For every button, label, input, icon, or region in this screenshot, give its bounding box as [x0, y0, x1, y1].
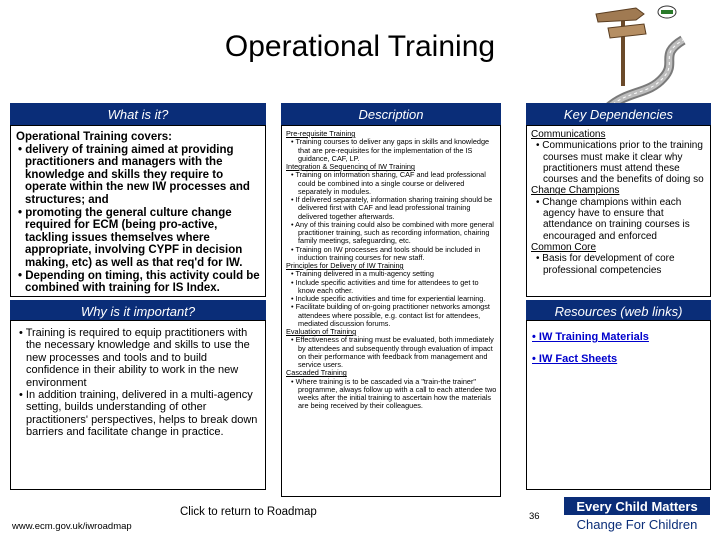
dependencies-box: [526, 125, 711, 297]
desc-item: • Include specific activities and time for attendees to get to know each other.: [291, 277, 479, 295]
what-heading: What is it?: [10, 103, 266, 125]
dependencies-heading: Key Dependencies: [526, 103, 711, 125]
signpost-road-icon: [588, 0, 698, 110]
desc-section-title: Pre-requisite Training: [286, 129, 356, 138]
desc-section-title: Integration & Sequencing of IW Training: [286, 162, 415, 171]
desc-section-title: Principles for Delivery of IW Training: [286, 261, 404, 270]
why-heading: Why is it important?: [10, 300, 266, 322]
what-item: • promoting the general culture change required for ECM (being pro-active, tackling issues themselves where appropriate, involving CYPF in decision making, etc) as well as that req'd for IW.: [18, 206, 243, 269]
resources-box: [526, 320, 711, 490]
dep-item: • Communications prior to the training courses must make it clear why practitioners must attend these courses and the benefits of doing so: [536, 140, 704, 186]
why-item: • Training is required to equip practitioners with the necessary knowledge and skills to use the new processes and tools and to build confidence in their ability to work in the new environment: [19, 327, 250, 389]
dep-section-title: Common Core: [531, 241, 597, 253]
resources-heading: Resources (web links): [526, 300, 711, 322]
desc-item: • Where training is to be cascaded via a "train-the trainer" programme, always follow up with a call to each attendee two weeks after the initial training to ascertain how the materials are being received by their colleagues.: [291, 376, 497, 411]
why-item: • In addition training, delivered in a multi-agency setting, builds understanding of other practitioners' perspectives, helps to break down barriers and facilitate change in practice.: [19, 389, 258, 439]
dep-item: • Change champions within each agency have to ensure that attendance on training courses is encouraged and enforced: [536, 196, 690, 242]
logo-top-text: Every Child Matters: [564, 497, 710, 515]
dep-section-title: Change Champions: [531, 185, 620, 197]
what-item: • delivery of training aimed at providing practitioners and managers with the knowledge and skills they require to operate within the new IW processes and structures; and: [18, 143, 250, 206]
return-to-roadmap-link[interactable]: Click to return to Roadmap: [180, 506, 317, 518]
ecm-logo: [564, 497, 710, 533]
desc-item: • Effectiveness of training must be evaluated, both immediately by attendees and subsequently through evaluation of impact on their performance with feedback from management and service users.: [291, 335, 494, 369]
page-title: Operational Training: [224, 30, 496, 63]
what-item: • Depending on timing, this activity could be combined with training for IS Index.: [18, 269, 260, 295]
desc-item: • Facilitate building of on-going practitioner networks amongst attendees where possible, e.g. contact list for attendees, mediated discussion forums.: [291, 302, 490, 328]
description-heading: Description: [281, 103, 501, 125]
desc-item: • Include specific activities and time for experiential learning.: [291, 294, 486, 303]
desc-section-title: Evaluation of Training: [286, 327, 357, 336]
what-intro: Operational Training covers:: [16, 131, 172, 143]
desc-item: • Any of this training could also be combined with more general practitioner training, such as recording information, chairing family meetings, safeguarding, etc.: [291, 219, 494, 246]
dep-section-title: Communications: [531, 129, 606, 140]
dep-item: • Basis for development of core professional competencies: [536, 253, 675, 276]
desc-item: • Training courses to deliver any gaps in skills and knowledge that are pre-requisites for the implementation of the IS guidance, CAF, LP.: [291, 137, 490, 163]
iw-fact-sheets-link[interactable]: • IW Fact Sheets: [532, 353, 618, 365]
desc-item: • Training on IW processes and tools should be included in induction training courses for new staff.: [291, 244, 481, 262]
footer-url: www.ecm.gov.uk/iwroadmap: [12, 521, 132, 532]
desc-section-title: Cascaded Training: [286, 368, 347, 378]
desc-item: • Training on information sharing, CAF and lead professional could be combined into a single course or delivered separately in modules.: [291, 170, 486, 196]
desc-item: • Training delivered in a multi-agency setting: [291, 269, 434, 279]
page-number: 36: [529, 511, 540, 522]
what-box: [10, 125, 266, 297]
logo-bottom-text: Change For Children: [564, 515, 710, 533]
iw-training-materials-link[interactable]: • IW Training Materials: [532, 331, 649, 343]
desc-item: • If delivered separately, information sharing training should be delivered first with CAF and lead professional training delivered together afterwards.: [291, 195, 493, 221]
why-box: [10, 320, 266, 490]
description-box: [281, 125, 501, 497]
